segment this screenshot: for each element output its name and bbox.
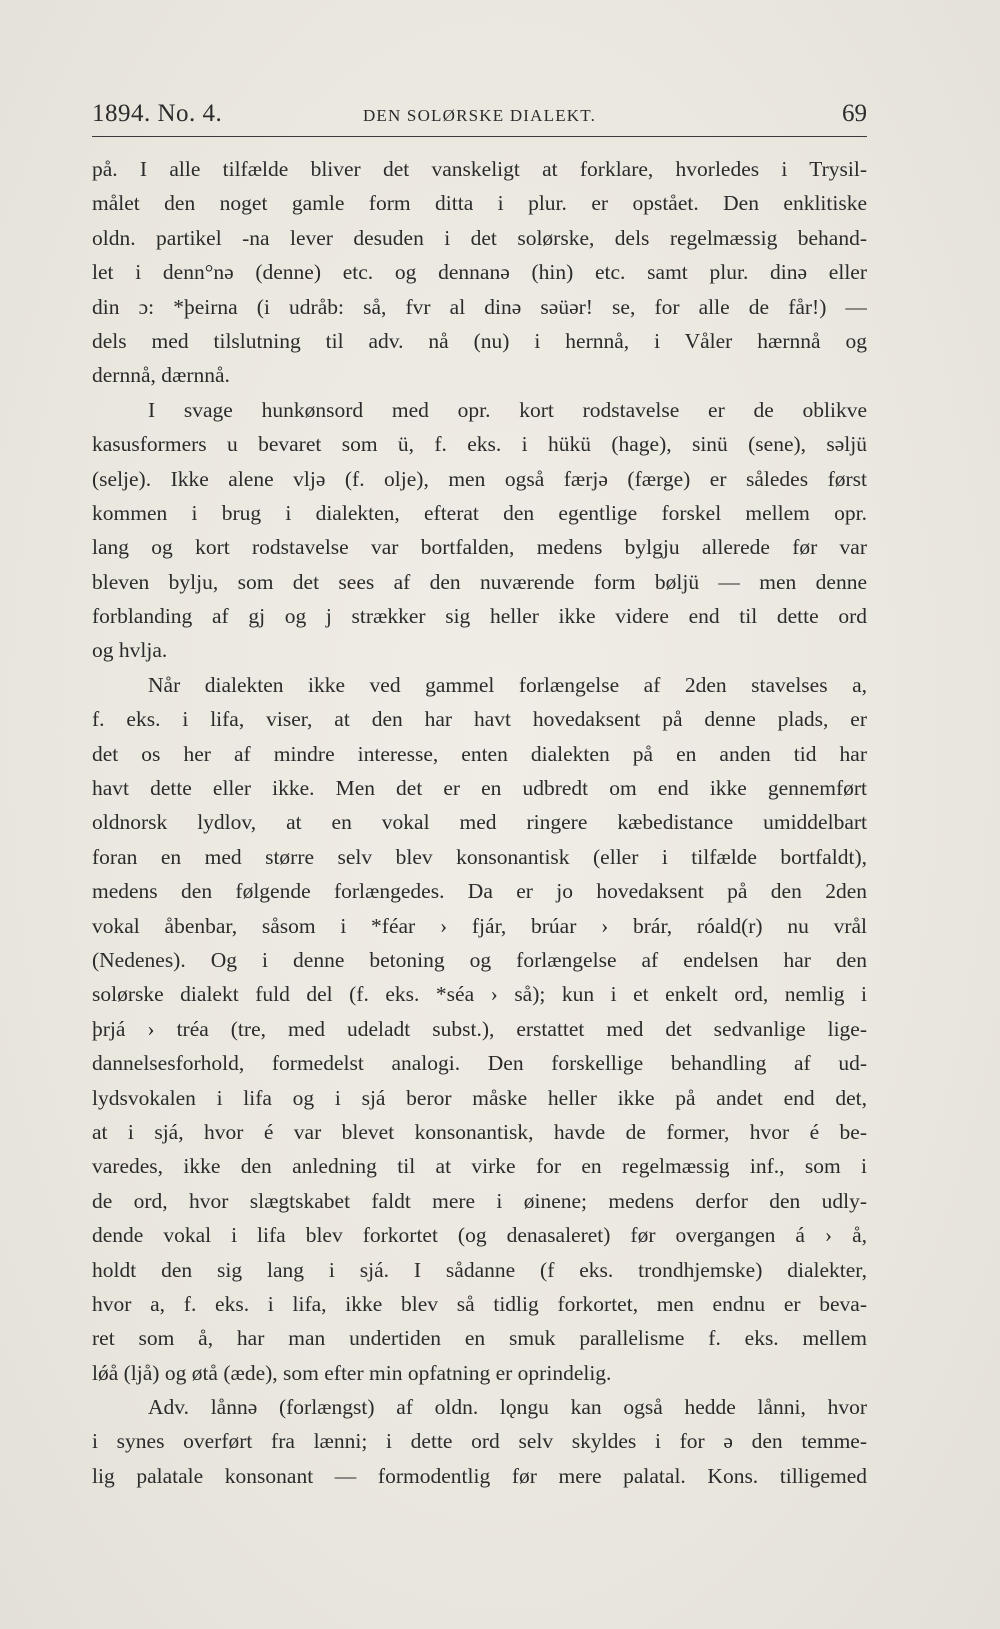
text-line: lydsvokalen i lifa og i sjá beror måske heller ikke på andet end det, xyxy=(92,1085,867,1110)
text-line: at i sjá, hvor é var blevet konsonantisk, havde de former, hvor é be- xyxy=(92,1119,867,1144)
text-line: oldn. partikel -na lever desuden i det solørske, dels regelmæssig behand- xyxy=(92,225,867,250)
text-line: din ɔ: *þeirna (i udråb: så, fvr al dinə səüər! se, for alle de får!) — xyxy=(92,294,867,319)
body-text xyxy=(92,152,867,1493)
text-line: det os her af mindre interesse, enten dialekten på en anden tid har xyxy=(92,741,867,766)
text-line: lǿå (ljå) og øtå (æde), som efter min opfatning er oprindelig. xyxy=(92,1360,612,1385)
text-line: i synes overført fra lænni; i dette ord selv skyldes i for ə den temme- xyxy=(92,1429,867,1454)
text-line: bleven bylju, som det sees af den nuværende form bøljü — men denne xyxy=(92,569,867,594)
text-line: dende vokal i lifa blev forkortet (og denasaleret) før overgangen á › å, xyxy=(92,1223,867,1248)
text-line: dannelsesforhold, formedelst analogi. Den forskellige behandling af ud- xyxy=(92,1051,867,1076)
text-line: dels med tilslutning til adv. nå (nu) i hernnå, i Våler hærnnå og xyxy=(92,328,867,353)
text-line: varedes, ikke den anledning til at virke for en regelmæssig inf., som i xyxy=(92,1154,867,1179)
text-line: lig palatale konsonant — formodentlig før mere palatal. Kons. tilligemed xyxy=(92,1463,867,1488)
text-line: kasusformers u bevaret som ü, f. eks. i hükü (hage), sinü (sene), səljü xyxy=(92,432,867,457)
text-line: kommen i brug i dialekten, efterat den egentlige forskel mellem opr. xyxy=(92,500,867,525)
running-header xyxy=(92,100,867,134)
text-line: (selje). Ikke alene vljə (f. olje), men også færjə (færge) er således først xyxy=(92,466,867,491)
text-line: let i denn°nə (denne) etc. og dennanə (hin) etc. samt plur. dinə eller xyxy=(92,260,867,285)
text-line: lang og kort rodstavelse var bortfalden, medens bylgju allerede før var xyxy=(92,535,867,560)
text-line: vokal åbenbar, såsom i *féar › fjár, brúar › brár, róald(r) nu vrål xyxy=(92,913,867,938)
text-line: Adv. lånnə (forlængst) af oldn. lǫngu kan også hedde lånni, hvor xyxy=(148,1395,867,1420)
text-line: oldnorsk lydlov, at en vokal med ringere kæbedistance umiddelbart xyxy=(92,810,867,835)
text-line: målet den noget gamle form ditta i plur. er opstået. Den enklitiske xyxy=(92,191,867,216)
text-line: (Nedenes). Og i denne betoning og forlængelse af endelsen har den xyxy=(92,947,867,972)
text-line: Når dialekten ikke ved gammel forlængelse af 2den stavelses a, xyxy=(148,672,867,697)
text-line: forblanding af gj og j strækker sig heller ikke videre end til dette ord xyxy=(92,604,867,629)
text-line: dernnå, dærnnå. xyxy=(92,363,230,388)
text-line: I svage hunkønsord med opr. kort rodstavelse er de oblikve xyxy=(148,397,867,422)
text-line: holdt den sig lang i sjá. I sådanne (f eks. trondhjemske) dialekter, xyxy=(92,1257,867,1282)
text-line: de ord, hvor slægtskabet faldt mere i øinene; medens derfor den udly- xyxy=(92,1188,867,1213)
text-line: havt dette eller ikke. Men det er en udbredt om end ikke gennemført xyxy=(92,776,867,801)
page-number: 69 xyxy=(842,100,867,127)
text-line: þrjá › tréa (tre, med udeladt subst.), erstattet med det sedvanlige lige- xyxy=(92,1016,867,1041)
text-line: foran en med større selv blev konsonantisk (eller i tilfælde bortfaldt), xyxy=(92,844,867,869)
text-line: hvor a, f. eks. i lifa, ikke blev så tidlig forkortet, men endnu er beva- xyxy=(92,1291,867,1316)
running-title: DEN SOLØRSKE DIALEKT. xyxy=(362,106,597,125)
text-line: solørske dialekt fuld del (f. eks. *séa › så); kun i et enkelt ord, nemlig i xyxy=(92,982,867,1007)
issue-label: 1894. No. 4. xyxy=(92,100,223,127)
text-line: medens den følgende forlængedes. Da er jo hovedaksent på den 2den xyxy=(92,879,867,904)
text-line: ret som å, har man undertiden en smuk parallelisme f. eks. mellem xyxy=(92,1326,867,1351)
header-rule xyxy=(92,136,867,137)
text-line: f. eks. i lifa, viser, at den har havt hovedaksent på denne plads, er xyxy=(92,707,867,732)
text-line: på. I alle tilfælde bliver det vanskeligt at forklare, hvorledes i Trysil- xyxy=(92,157,867,181)
text-line: og hvlja. xyxy=(92,638,168,663)
